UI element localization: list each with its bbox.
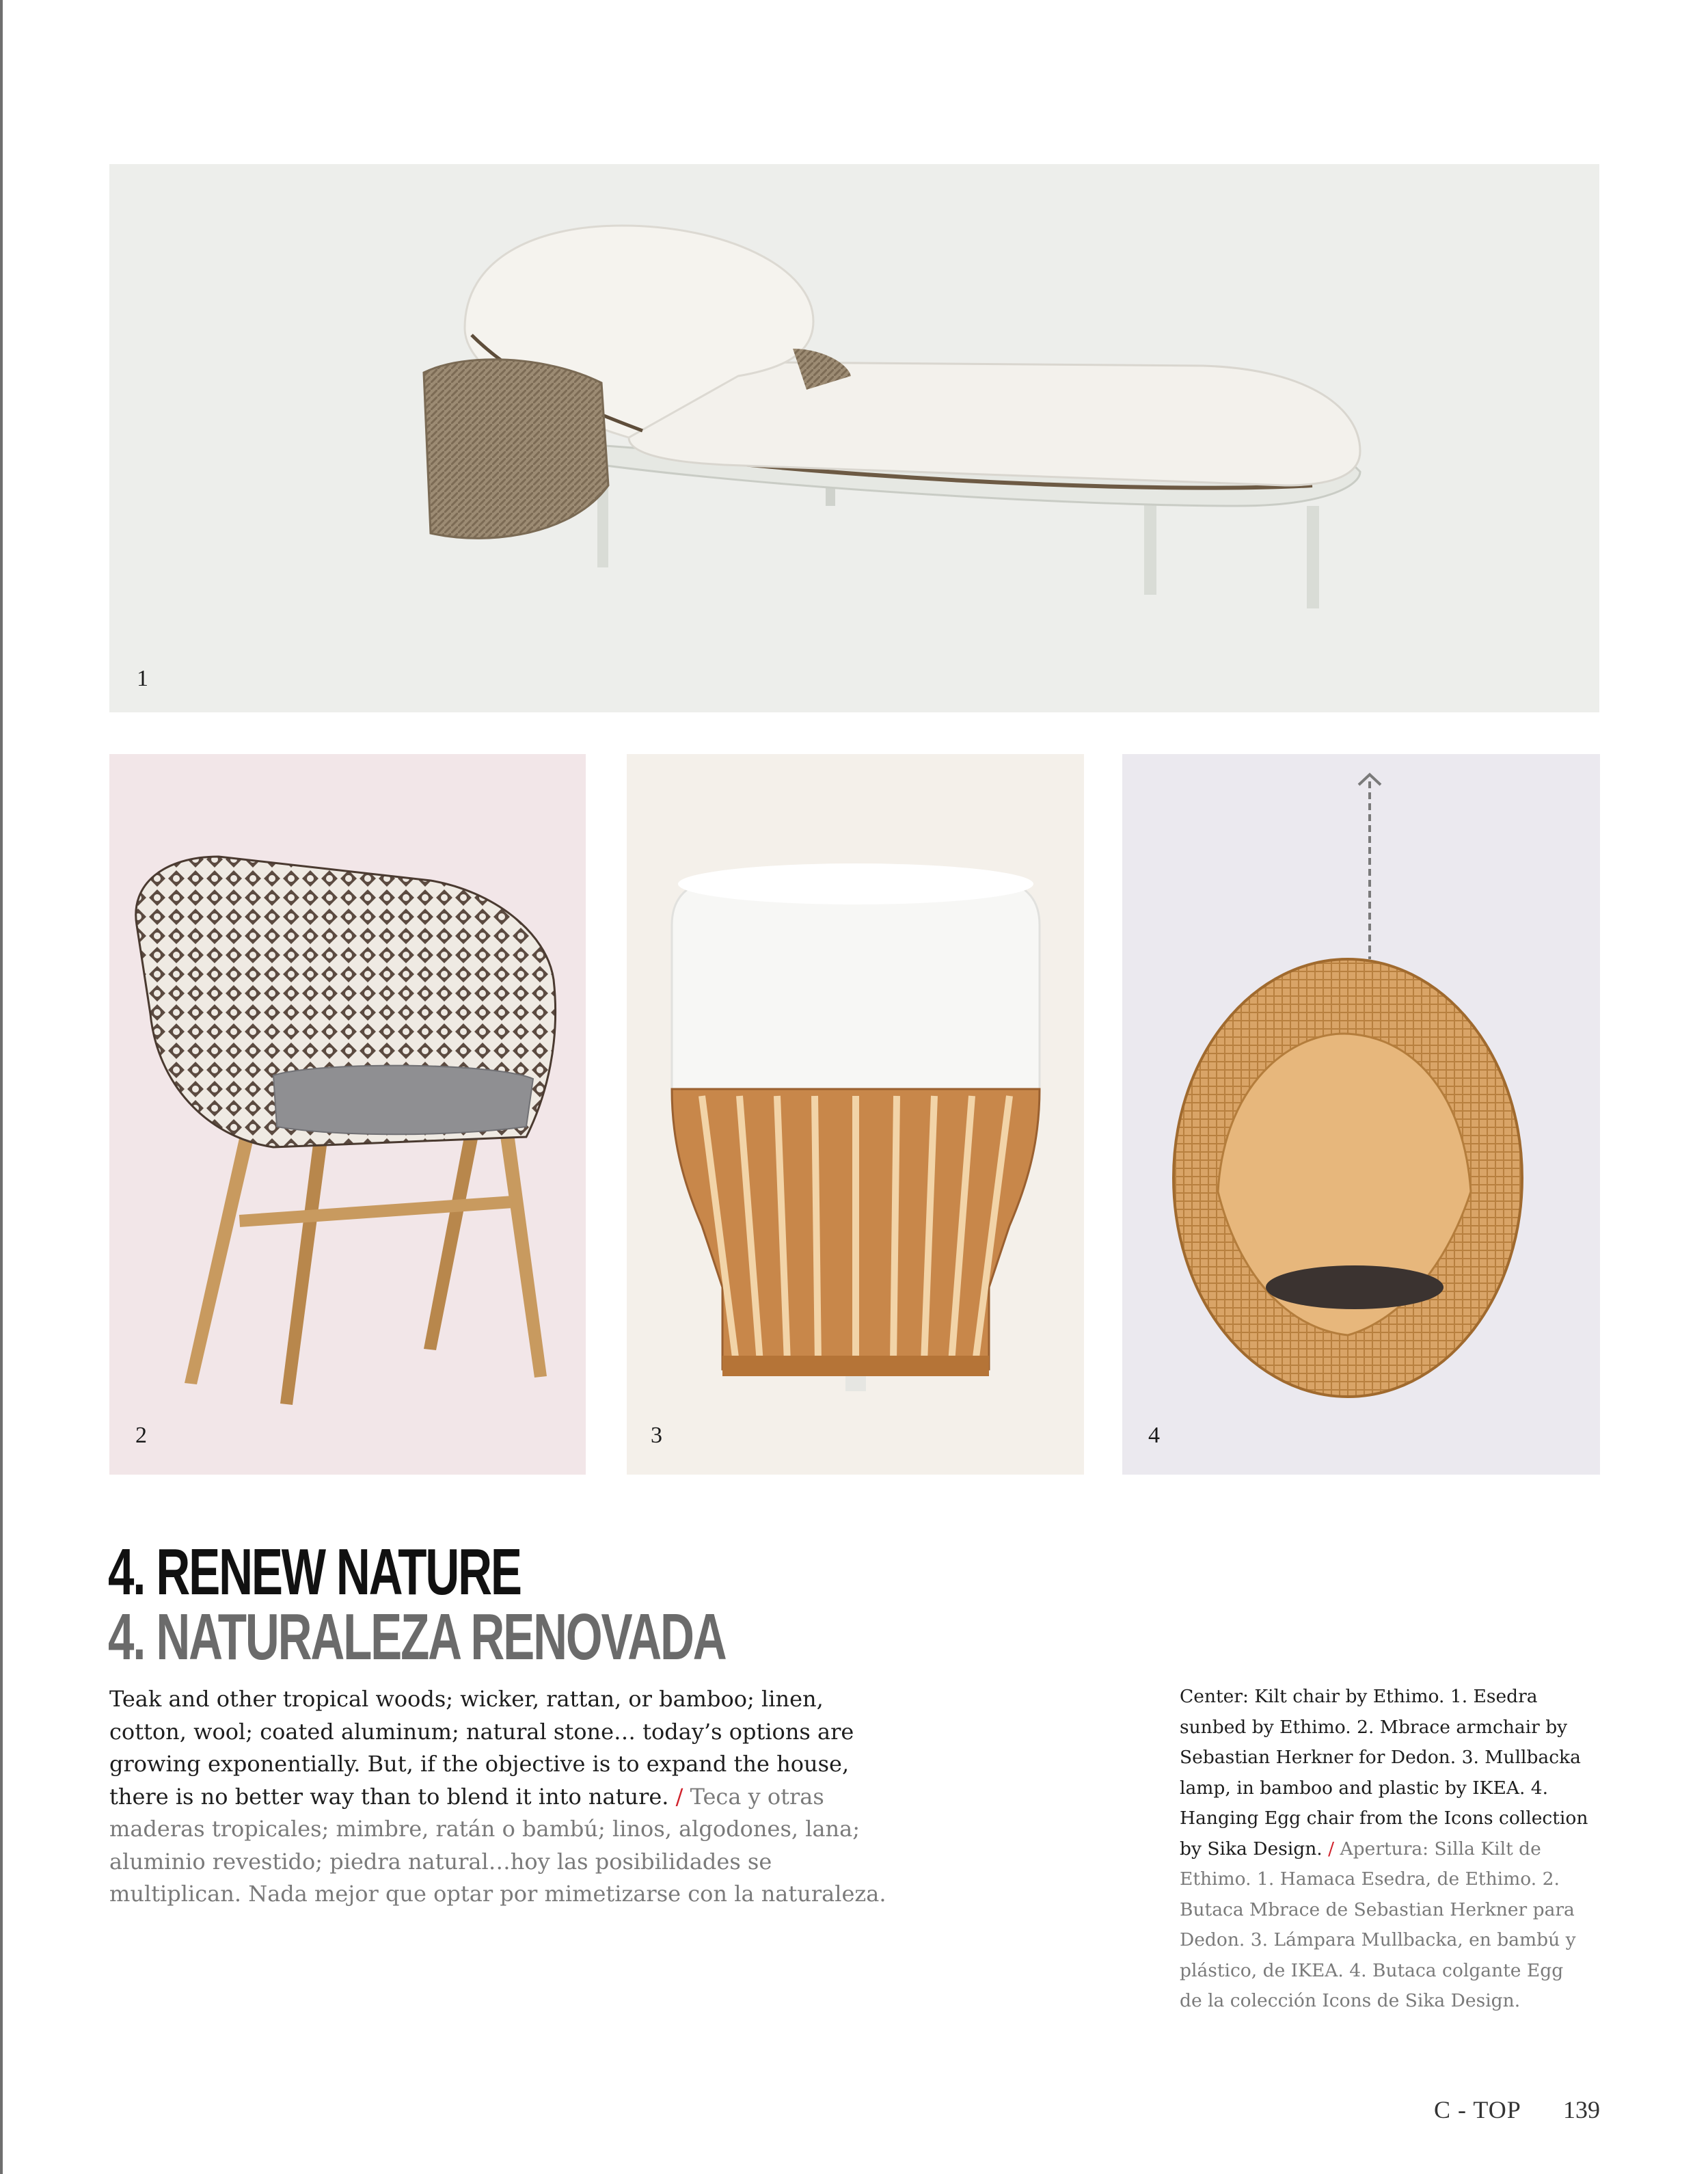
- panel-number: 1: [137, 666, 148, 691]
- photo-panel-egg-chair: [1122, 754, 1600, 1475]
- section-heading-spanish: 4. NATURALEZA RENOVADA: [108, 1600, 726, 1674]
- language-separator: /: [675, 1783, 683, 1810]
- caption-text-english: Center: Kilt chair by Ethimo. 1. Esedra sunbed by Ethimo. 2. Mbrace armchair by Sebastian Herkner for Dedon. 3. Mullbacka lamp, in bamboo and plastic by IKEA. 4. Hanging Egg chair from the Icons collection by Sika Design.: [1180, 1686, 1588, 1860]
- panel-number: 2: [135, 1423, 147, 1448]
- section-heading-english: 4. RENEW NATURE: [108, 1535, 521, 1609]
- photo-panel-sunbed: [109, 164, 1599, 712]
- photo-caption: [1180, 1682, 1590, 2017]
- magazine-name: C - TOP: [1434, 2096, 1521, 2123]
- panel-number: 4: [1148, 1423, 1160, 1448]
- page-edge-rule: [0, 0, 3, 2174]
- body-text-spanish: Teca y otras maderas tropicales; mimbre, ratán o bambú; linos, algodones, lana; aluminio revestido; piedra natural…hoy las posibilidades se multiplican. Nada mejor que optar por mimetizarse con la naturaleza.: [109, 1783, 886, 1907]
- photo-panel-armchair: [109, 754, 586, 1475]
- panel-number: 3: [651, 1423, 662, 1448]
- egg-chair-illustration: [1122, 754, 1600, 1475]
- sunbed-illustration: [109, 164, 1599, 712]
- language-separator: /: [1328, 1838, 1335, 1860]
- body-paragraph: [109, 1683, 902, 1911]
- armchair-illustration: [109, 754, 586, 1475]
- lamp-illustration: [627, 754, 1084, 1475]
- caption-text-spanish: Apertura: Silla Kilt de Ethimo. 1. Hamaca Esedra, de Ethimo. 2. Butaca Mbrace de Sebastian Herkner para Dedon. 3. Lámpara Mullbacka, en bambú y plástico, de IKEA. 4. Butaca colgante Egg de la colección Icons de Sika Design.: [1180, 1838, 1576, 2011]
- body-text-english: Teak and other tropical woods; wicker, rattan, or bamboo; linen, cotton, wool; coated aluminum; natural stone… today’s options are growing exponentially. But, if the objective is to expand the house, there is no better way than to blend it into nature.: [109, 1686, 854, 1810]
- photo-panel-lamp: [627, 754, 1084, 1475]
- page-number: 139: [1563, 2096, 1600, 2123]
